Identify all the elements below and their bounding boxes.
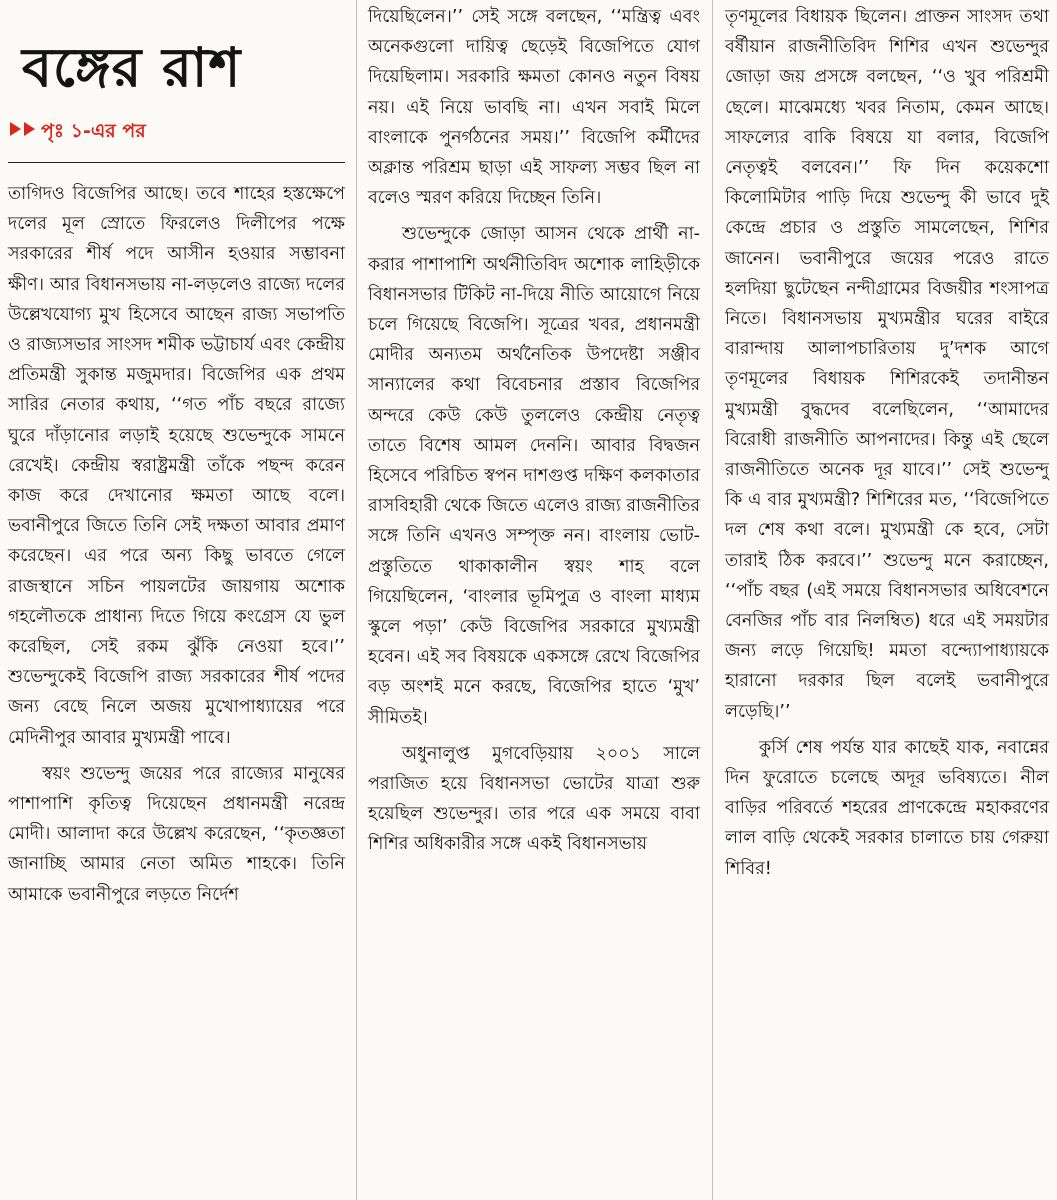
continuation-line: [10, 118, 345, 144]
article-column-3: [715, 0, 1057, 1200]
column-rule: [712, 0, 713, 1200]
article-paragraph: স্বয়ং শুভেন্দু জয়ের পরে রাজ্যের মানুষের পাশাপাশি কৃতিত্ব দিয়েছেন প্রধানমন্ত্রী নরেন্দ্র মোদী। আলাদা করে উল্লেখ করেছেন, ‘‘কৃতজ্ঞতা জানাচ্ছি আমার নেতা অমিত শাহকে। তিনি আমাকে ভবানীপুরে লড়তে নির্দেশ: [8, 763, 345, 905]
article-paragraph: দিয়েছিলেন।’’ সেই সঙ্গে বলছেন, ‘‘মন্ত্রিত্ব এবং অনেকগুলো দায়িত্ব ছেড়েই বিজেপিতে যোগ দিয়েছিলাম। সরকারি ক্ষমতা কোনও নতুন বিষয় নয়। এই নিয়ে ভাবছি না। এখন সবাই মিলে বাংলাকে পুনর্গঠনের সময়।’’ বিজেপি কর্মীদের অক্লান্ত পরিশ্রম ছাড়া এই সাফল্য সম্ভব ছিল না বলেও স্মরণ করিয়ে দিচ্ছেন তিনি।: [368, 7, 700, 209]
article-paragraph: তৃণমূলের বিধায়ক ছিলেন। প্রাক্তন সাংসদ তথা বর্ষীয়ান রাজনীতিবিদ শিশির এখন শুভেন্দুর জোড়া জয় প্রসঙ্গে বলছেন, ‘‘ও খুব পরিশ্রমী ছেলে। মাঝেমধ্যে খবর নিতাম, কেমন আছে। সাফল্যের বাকি বিষয়ে যা বলার, বিজেপি নেতৃত্বই বলবেন।’’ ফি দিন কয়েকশো কিলোমিটার পাড়ি দিয়ে শুভেন্দু কী ভাবে দুই কেন্দ্রে প্রচার ও প্রস্তুতি সামলেছেন, শিশির জানেন। ভবানীপুরে জয়ের পরেও রাতে হলদিয়া ছুটেছেন নন্দীগ্রামের বিজয়ীর শংসাপত্র নিতে। বিধানসভায় মুখ্যমন্ত্রীর ঘরের বাইরে বারান্দায় আলাপচারিতায় দু’দশক আগে তৃণমূলের বিধায়ক শিশিরকেই তদানীন্তন মুখ্যমন্ত্রী বুদ্ধদেব বলেছিলেন, ‘‘আমাদের বিরোধী রাজনীতি আপনাদের। কিন্তু এই ছেলে রাজনীতিতে অনেক দূর যাবে।’’ সেই শুভেন্দু কি এ বার মুখ্যমন্ত্রী? শিশিরের মত, ‘‘বিজেপিতে দল শেষ কথা বলে। মুখ্যমন্ত্রী কে হবে, সেটা তারাই ঠিক করবে।’’ শুভেন্দু মনে করাচ্ছেন, ‘‘পাঁচ বছর (এই সময়ে বিধানসভার অধিবেশনে বেনজির পাঁচ বার নিলম্বিত) ধরে এই সময়টার জন্য লড়ে গিয়েছি! মমতা বন্দ্যোপাধ্যায়কে হারানো দরকার ছিল বলেই ভবানীপুরে লড়েছি।’’: [725, 7, 1049, 722]
article-column-1: [0, 0, 355, 1200]
headline: বঙ্গের রাশ: [22, 35, 242, 99]
article-paragraph: শুভেন্দুকে জোড়া আসন থেকে প্রার্থী না-করার পাশাপাশি অর্থনীতিবিদ অশোক লাহিড়ীকে বিধানসভার টিকিট না-দিয়ে নীতি আয়োগে নিয়ে চলে গিয়েছে বিজেপি। সূত্রের খবর, প্রধানমন্ত্রী মোদীর অন্যতম অর্থনৈতিক উপদেষ্টা সঞ্জীব সান্যালের কথা বিবেচনার প্রস্তাব বিজেপির অন্দরে কেউ কেউ তুললেও কেন্দ্রীয় নেতৃত্ব তাতে বিশেষ আমল দেননি। আবার বিদ্বজন হিসেবে পরিচিত স্বপন দাশগুপ্ত দক্ষিণ কলকাতার রাসবিহারী থেকে জিতে এলেও রাজ্য রাজনীতির সঙ্গে তিনি এখনও সম্পৃক্ত নন। বাংলায় ভোট-প্রস্তুতিতে থাকাকালীন স্বয়ং শাহ বলে গিয়েছিলেন, ‘বাংলার ভূমিপুত্র ও বাংলা মাধ্যম স্কুলে পড়া’ কেউ বিজেপির সরকারে মুখ্যমন্ত্রী হবেন। এই সব বিষয়কে একসঙ্গে রেখে বিজেপির বড় অংশই মনে করছে, বিজেপির হাতে ‘মুখ’ সীমিতই।: [368, 224, 700, 728]
article-paragraph: কুর্সি শেষ পর্যন্ত যার কাছেই যাক, নবান্নের দিন ফুরোতে চলেছে অদূর ভবিষ্যতে। নীল বাড়ির পরিবর্তে শহরের প্রাণকেন্দ্রে মহাকরণের লাল বাড়ি থেকেই সরকার চালাতে চায় গেরুয়া শিবির!: [725, 737, 1049, 879]
headline-divider: [8, 162, 345, 163]
article-paragraph: তাগিদও বিজেপির আছে। তবে শাহের হস্তক্ষেপে দলের মূল স্রোতে ফিরলেও দিলীপের পক্ষে সরকারের শীর্ষ পদে আসীন হওয়ার সম্ভাবনা ক্ষীণ। আর বিধানসভায় না-লড়লেও রাজ্যে দলের উল্লেখযোগ্য মুখ হিসেবে আছেন রাজ্য সভাপতি ও রাজ্যসভার সাংসদ শমীক ভট্টাচার্য এবং কেন্দ্রীয় প্রতিমন্ত্রী সুকান্ত মজুমদার। বিজেপির এক প্রথম সারির নেতার কথায়, ‘‘গত পাঁচ বছরে রাজ্যে ঘুরে দাঁড়ানোর লড়াই হয়েছে শুভেন্দুকে সামনে রেখেই। কেন্দ্রীয় স্বরাষ্ট্রমন্ত্রী তাঁকে পছন্দ করেন কাজ করে দেখানোর ক্ষমতা আছে বলে। ভবানীপুরে জিতে তিনি সেই দক্ষতা আবার প্রমাণ করেছেন। এর পরে অন্য কিছু ভাবতে গেলে রাজস্থানে সচিন পায়লটের জায়গায় অশোক গহলৌতকে প্রাধান্য দিতে গিয়ে কংগ্রেস যে ভুল করেছিল, সেই রকম ঝুঁকি নেওয়া হবে।’’ শুভেন্দুকেই বিজেপি রাজ্য সরকারের শীর্ষ পদের জন্য বেছে নিলে অজয় মুখোপাধ্যায়ের পরে মেদিনীপুর আবার মুখ্যমন্ত্রী পাবে।: [8, 184, 345, 748]
article-paragraph: অধুনালুপ্ত মুগবেড়িয়ায় ২০০১ সালে পরাজিত হয়ে বিধানসভা ভোটের যাত্রা শুরু হয়েছিল শুভেন্দুর। তার পরে এক সময়ে বাবা শিশির অধিকারীর সঙ্গে একই বিধানসভায়: [368, 743, 700, 855]
article-column-2: [358, 0, 710, 1200]
column-rule: [356, 0, 357, 1200]
red-arrow-icon: [10, 122, 21, 136]
continuation-label: পৃঃ ১-এর পর: [41, 120, 146, 142]
red-arrow-icon: [24, 122, 35, 136]
